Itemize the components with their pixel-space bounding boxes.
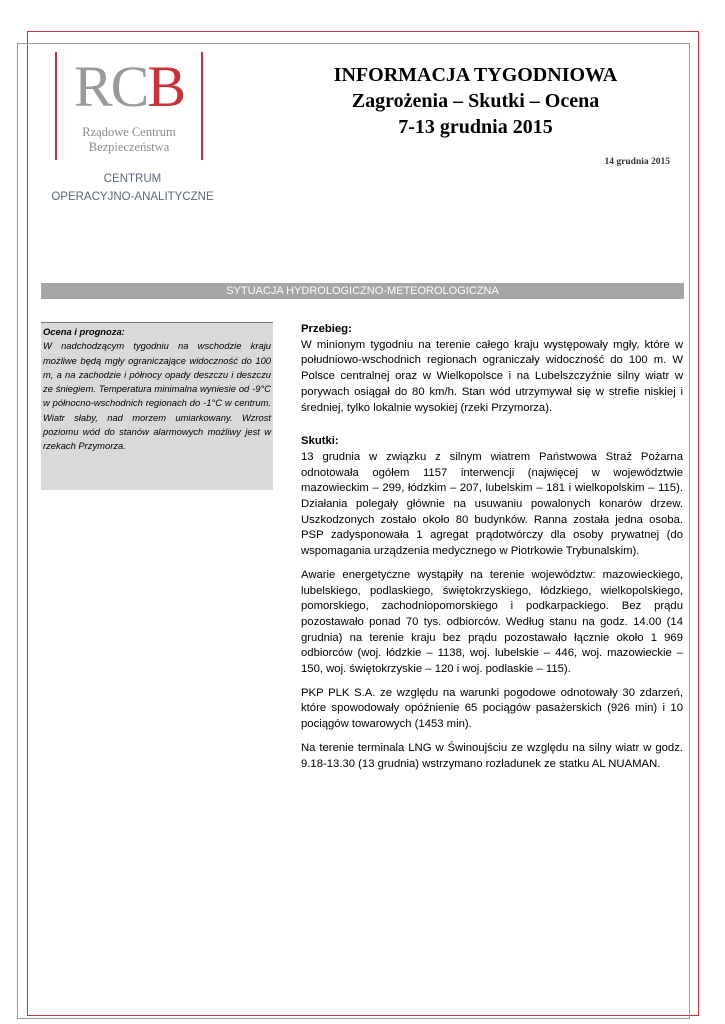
logo-letters — [55, 56, 203, 118]
skutki-heading: Skutki: — [301, 435, 339, 448]
document-title — [298, 62, 653, 140]
section-title-bar: SYTUACJA HYDROLOGICZNO-METEOROLOGICZNA — [41, 283, 684, 299]
title-line2: Zagrożenia – Skutki – Ocena — [351, 90, 600, 112]
forecast-text: W nadchodzącym tygodniu na wschodzie kraju możliwe będą mgły ograniczające widoczność do 100 m, a na zachodzie i północy opady deszczu i deszczu ze śniegiem. Temperatura minimalna wyniesie od -9°C w północno-wschodnich regionach do -1°C w centrum. Wiatr słaby, nad morzem umiarkowany. Wzrost poziomu wód do stanów alarmowych możliwy jest w rzekach Przymorza. — [43, 340, 271, 452]
title-line1: INFORMACJA TYGODNIOWA — [333, 64, 618, 86]
logo-letters-gray: RC — [73, 54, 148, 119]
skutki-paragraph-4: Na terenie terminala LNG w Świnoujściu ze względu na silny wiatr w godz. 9.18-13.30 (13 grudnia) wstrzymano rozładunek ze statku AL NUAMAN. — [301, 741, 683, 770]
logo-subtitle — [55, 125, 203, 155]
rcb-logo — [55, 52, 205, 160]
przebieg-heading: Przebieg: — [301, 323, 352, 335]
logo-letters-red: B — [147, 54, 185, 119]
department-label — [40, 170, 225, 206]
przebieg-text: W minionym tygodniu na terenie całego kraju występowały mgły, które w południowo-wschodnich regionach ograniczały widoczność do 100 m. W Polsce centralnej oraz w Wielkopolsce i na Lubelszczyźnie silny wiatr w porywach osiągał do 80 km/h. Stan wód utrzymywał się w strefie niskiej i średniej, tylko lokalnie wysokiej (rzeki Przymorza). — [301, 338, 683, 414]
logo-subtitle-line1: Rządowe Centrum — [82, 125, 176, 139]
skutki-paragraph-3: PKP PLK S.A. ze względu na warunki pogodowe odnotowały 30 zdarzeń, które spowodowały opóźnienie 65 pociągów pasażerskich (926 min) i 10 pociągów towarowych (1453 min). — [301, 686, 683, 731]
skutki-paragraph-2: Awarie energetyczne wystąpiły na terenie województw: mazowieckiego, lubelskiego, podlaskiego, świętokrzyskiego, łódzkiego, wielkopolskiego, pomorskiego, zachodniopomorskiego i podkarpackiego. Bez prądu pozostawało ponad 70 tys. odbiorców. Według stanu na godz. 14.00 (14 grudnia) na terenie kraju bez prądu pozostawało łącznie około 1 969 odbiorców (woj. łódzkie – 1138, woj. lubelskie – 446, woj. mazowieckie – 150, woj. świętokrzyskie – 120 i woj. podlaskie – 115). — [301, 568, 683, 676]
department-line2: OPERACYJNO-ANALITYCZNE — [51, 191, 214, 203]
issue-date: 14 grudnia 2015 — [604, 157, 670, 167]
skutki-paragraph-1: 13 grudnia w związku z silnym wiatrem Państwowa Straż Pożarna odnotowała ogółem 1157 interwencji (najwięcej w województwie mazowieckim – 299, łódzkim – 207, lubelskim – 181 i wielkopolskim – 115). Działania polegały głównie na usuwaniu powalonych konarów drzew. Uszkodzonych zostało około 80 budynków. Ranna została jedna osoba. PSP zadysponowała 1 agregat prądotwórczy dla osoby prywatnej (do wspomagania urządzenia medycznego w Piotrkowie Trybunalskim). — [301, 450, 683, 558]
main-column — [301, 320, 683, 772]
logo-subtitle-line2: Bezpieczeństwa — [88, 140, 170, 154]
department-line1: CENTRUM — [103, 173, 162, 185]
forecast-heading: Ocena i prognoza: — [43, 326, 125, 337]
forecast-box — [41, 322, 273, 490]
title-line3: 7-13 grudnia 2015 — [398, 116, 553, 138]
